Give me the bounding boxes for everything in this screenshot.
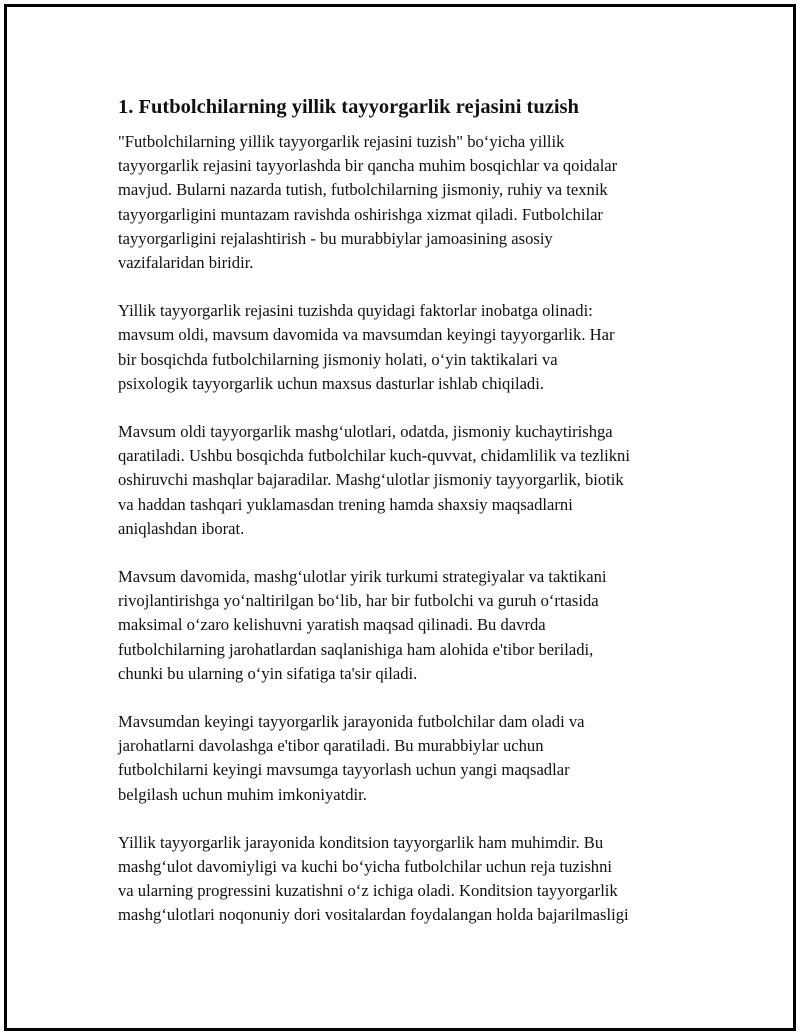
document-title: 1. Futbolchilarning yillik tayyorgarlik rejasini tuzish [118,96,579,118]
paragraph-line: chunki bu ularning o‘yin sifatiga ta'sir qiladi. [118,663,418,683]
paragraph-5 [118,710,698,807]
paragraph-line: "Futbolchilarning yillik tayyorgarlik rejasini tuzish" bo‘yicha yillik [118,132,565,151]
paragraph-line: tayyorgarligini rejalashtirish - bu murabbiylar jamoasining asosiy [118,228,553,248]
paragraph-line: mavsum oldi, mavsum davomida va mavsumdan keyingi tayyorgarlik. Har [118,325,615,345]
paragraph-line: Yillik tayyorgarlik jarayonida konditsion tayyorgarlik ham muhimdir. Bu [118,832,604,852]
paragraph-line: belgilash uchun muhim imkoniyatdir. [118,784,367,804]
document-body [118,93,698,952]
paragraph-line: futbolchilarning jarohatlardan saqlanishiga ham alohida e'tibor beriladi, [118,639,594,659]
paragraph-3 [118,420,698,541]
paragraph-line: oshiruvchi mashqlar bajaradilar. Mashg‘ulotlar jismoniy tayyorgarlik, biotik [118,470,624,490]
paragraph-line: qaratiladi. Ushbu bosqichda futbolchilar kuch-quvvat, chidamlilik va tezlikni [118,446,630,466]
paragraph-2 [118,299,698,396]
paragraph-line: aniqlashdan iborat. [118,518,245,538]
paragraph-line: tayyorgarlik rejasini tayyorlashda bir qancha muhim bosqichlar va qoidalar [118,156,618,176]
paragraph-line: jarohatlarni davolashga e'tibor qaratiladi. Bu murabbiylar uchun [118,736,544,756]
paragraph-line: mashg‘ulot davomiyligi va kuchi bo‘yicha futbolchilar uchun reja tuzishni [118,857,613,877]
paragraph-line: bir bosqichda futbolchilarning jismoniy holati, o‘yin taktikalari va [118,349,558,369]
paragraph-line: va ularning progressini kuzatishni o‘z ichiga oladi. Konditsion tayyorgarlik [118,881,618,901]
paragraph-line: va haddan tashqari yuklamasdan trening hamda shaxsiy maqsadlarni [118,494,573,514]
paragraph-line: mashg‘ulotlari noqonuniy dori vositalardan foydalangan holda bajarilmasligi [118,905,629,925]
paragraph-line: futbolchilarni keyingi mavsumga tayyorlash uchun yangi maqsadlar [118,760,570,780]
paragraph-4 [118,565,698,686]
paragraph-line: vazifalaridan biridir. [118,253,254,273]
paragraph-line: rivojlantirishga yo‘naltirilgan bo‘lib, har bir futbolchi va guruh o‘rtasida [118,591,599,611]
paragraph-line: Mavsum oldi tayyorgarlik mashg‘ulotlari, odatda, jismoniy kuchaytirishga [118,422,613,442]
paragraph-6 [118,831,698,928]
paragraph-line: Mavsumdan keyingi tayyorgarlik jarayonida futbolchilar dam oladi va [118,712,585,732]
paragraph-line: psixologik tayyorgarlik uchun maxsus dasturlar ishlab chiqiladi. [118,373,544,393]
paragraph-1 [118,130,698,275]
paragraph-line: maksimal o‘zaro kelishuvni yaratish maqsad qilinadi. Bu davrda [118,615,546,635]
paragraph-line: Mavsum davomida, mashg‘ulotlar yirik turkumi strategiyalar va taktikani [118,567,607,587]
paragraph-line: mavjud. Bularni nazarda tutish, futbolchilarning jismoniy, ruhiy va texnik [118,180,608,200]
paragraph-line: tayyorgarligini muntazam ravishda oshirishga xizmat qiladi. Futbolchilar [118,204,603,224]
paragraph-line: Yillik tayyorgarlik rejasini tuzishda quyidagi faktorlar inobatga olinadi: [118,301,593,321]
